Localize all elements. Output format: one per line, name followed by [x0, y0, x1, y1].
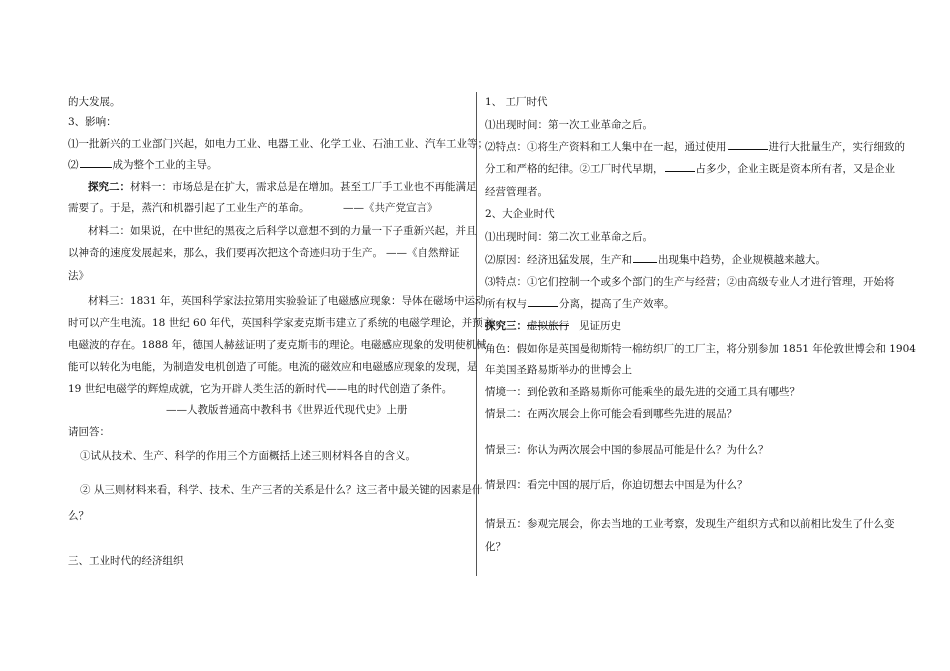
- scenario-2: 情景二：在两次展会上你可能会看到哪些先进的展品？: [485, 408, 737, 420]
- scenario-3: 情景三：你认为两次展会中国的参展品可能是什么？为什么？: [485, 444, 769, 456]
- material-text: 需要了。于是，蒸汽和机器引起了工业生产的革命。: [68, 202, 310, 214]
- section-heading-economic-organization: 三、工业时代的经济组织: [68, 555, 184, 567]
- answer-blank[interactable]: [728, 139, 768, 150]
- inquiry-three-line: [485, 318, 621, 333]
- text-line: 电磁波的存在。1888 年，德国人赫兹证明了麦克斯韦的理论。电磁感应现象的发明使机械: [68, 339, 487, 351]
- text-line: 材料二：如果说，在中世纪的黑夜之后科学以意想不到的力量一下子重新兴起，并且: [88, 225, 477, 237]
- text-line: 19 世纪电磁学的辉煌成就，它为开辟人类生活的新时代——电的时代创造了条件。: [68, 383, 453, 395]
- text-line: 能可以转化为电能，为制造发电机创造了可能。电流的磁效应和电磁感应现象的发现，是: [68, 361, 478, 373]
- text-line: 材料三：1831 年，英国科学家法拉第用实验验证了电磁感应现象：导体在磁场中运动: [88, 295, 486, 307]
- text-line: 的大发展。: [68, 96, 121, 108]
- text-suffix: 出现集中趋势，企业规模越来越大。: [658, 254, 826, 266]
- fill-blank-line: [485, 161, 895, 176]
- question-prompt: 请回答：: [68, 426, 110, 438]
- inquiry-label: 探究三：: [485, 320, 527, 332]
- text-suffix: 分离，提高了生产效率。: [559, 298, 675, 310]
- scenario-1: 情境一：到伦敦和圣路易斯你可能乘坐的最先进的交通工具有哪些？: [485, 386, 800, 398]
- citation: ——《共产党宣言》: [343, 202, 438, 214]
- material-text: 材料一：市场总是在扩大，需求总是在增加。甚至工厂手工业也不再能满足: [130, 181, 477, 193]
- fill-blank-line: [485, 139, 905, 154]
- question-2: ② 从三则材料来看，科学、技术、生产三者的关系是什么？这三者中最关键的因素是什: [80, 484, 483, 496]
- text-line: 时可以产生电流。18 世纪 60 年代，英国科学家麦克斯韦建立了系统的电磁学理论，并预言: [68, 317, 494, 329]
- text-line: ⑶特点：①它们控制一个或多个部门的生产与经营；②由高级专业人才进行管理，开始将: [485, 276, 895, 288]
- text-line: ⑴出现时间：第二次工业革命之后。: [485, 231, 653, 243]
- fill-blank-line: [485, 296, 675, 311]
- answer-blank[interactable]: [80, 157, 112, 168]
- text-suffix: 进行大批量生产，实行细致的: [768, 141, 905, 153]
- scenario-5: 情景五：参观完展会，你去当地的工业考察，发现生产组织方式和以前相比发生了什么变: [485, 518, 895, 530]
- inquiry-two-line: [88, 179, 477, 194]
- text-line: ⑴一批新兴的工业部门兴起，如电力工业、电器工业、化学工业、石油工业、汽车工业等；: [68, 138, 488, 150]
- section-heading-big-enterprise-era: 2、大企业时代: [485, 208, 555, 220]
- fill-blank-line: [485, 252, 826, 267]
- role-text: 角色：假如你是英国曼彻斯特一棉纺织厂的工厂主，将分别参加 1851 年伦敦世博会和 1904: [485, 343, 916, 355]
- text-line: 法》: [68, 270, 89, 282]
- fill-blank-line: [68, 157, 218, 172]
- answer-blank[interactable]: [665, 161, 695, 172]
- text-prefix: ⑵特点：①将生产资料和工人集中在一起，通过使用: [485, 141, 727, 153]
- section-heading-impact: 3、影响：: [68, 116, 117, 128]
- text-line: 经营管理者。: [485, 186, 548, 198]
- text-suffix: 成为整个工业的主导。: [112, 159, 218, 171]
- question-1: ①试从技术、生产、科学的作用三个方面概括上述三则材料各自的含义。: [80, 450, 416, 462]
- inquiry-label: 探究二：: [88, 181, 130, 193]
- answer-blank[interactable]: [633, 252, 657, 263]
- text-suffix: 占多少，企业主既是资本所有者，又是企业: [695, 163, 895, 175]
- text-prefix: 所有权与: [485, 298, 527, 310]
- answer-blank[interactable]: [528, 296, 558, 307]
- text-prefix: 分工和严格的纪律。②工厂时代早期，: [485, 163, 664, 175]
- text-line: ⑴出现时间：第一次工业革命之后。: [485, 119, 653, 131]
- text-prefix: ⑵原因：经济迅猛发展，生产和: [485, 254, 632, 266]
- text-prefix: ⑵: [68, 159, 79, 171]
- text-line: 么？: [68, 510, 89, 522]
- text-line: [68, 200, 438, 215]
- column-divider: [476, 92, 477, 576]
- material-text: 以神奇的速度发展起来，那么，我们要再次把这个奇迹归功于生产。: [68, 247, 383, 259]
- text-line: 年美国圣路易斯举办的世博会上: [485, 364, 632, 376]
- scenario-4: 情景四：看完中国的展厅后，你迫切想去中国是为什么？: [485, 479, 748, 491]
- citation: ——人教版普通高中教科书《世界近代现代史》上册: [166, 404, 408, 416]
- inquiry-subtitle: 虚拟旅行: [527, 320, 569, 332]
- inquiry-subtitle-tail: 见证历史: [579, 320, 621, 332]
- text-line: [68, 245, 460, 260]
- citation: ——《自然辩证: [386, 247, 460, 259]
- section-heading-factory-era: 1、 工厂时代: [485, 96, 548, 108]
- text-line: 化？: [485, 541, 506, 553]
